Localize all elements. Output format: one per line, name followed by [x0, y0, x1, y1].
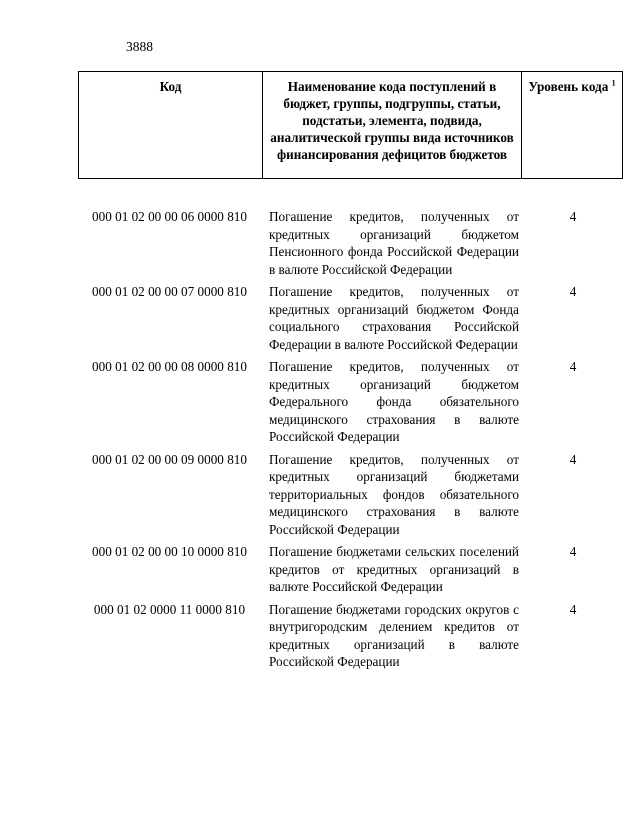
header-level-footnote: 1: [611, 78, 616, 88]
header-table: [78, 71, 623, 179]
row-name: Погашение бюджетами сельских поселений кредитов от кредитных организаций в валюте Российской Федерации: [269, 544, 519, 594]
row-code: 000 01 02 00 00 06 0000 810: [92, 209, 247, 224]
header-level: [522, 72, 623, 179]
row-name: Погашение кредитов, полученных от кредитных организаций бюджетами территориальных фондов обязательного медицинского страхования в валюте Российской Федерации: [269, 451, 519, 537]
table-row: [78, 204, 623, 279]
codes-table: [78, 204, 623, 672]
page-number: 3888: [126, 39, 153, 54]
table-row: [78, 539, 623, 597]
header-name: Наименование кода поступлений в бюджет, группы, подгруппы, статьи, подстатьи, элемента, подвида, аналитической группы вида источников финансирования дефицитов бюджетов: [263, 72, 522, 179]
row-level: 4: [569, 451, 577, 467]
row-level: 4: [569, 359, 577, 374]
table-row: [78, 597, 623, 672]
table-row: [78, 279, 623, 354]
row-name: Погашение кредитов, полученных от кредитных организаций бюджетом Федерального фонда обязательного медицинского страхования в валюте Российской Федерации: [269, 359, 519, 444]
row-level: 4: [569, 601, 577, 617]
table-row: [78, 447, 623, 540]
row-code: 000 01 02 0000 11 0000 810: [93, 601, 246, 617]
header-level-label: Уровень кода: [528, 79, 609, 94]
row-name: Погашение бюджетами городских округов с внутригородским делением кредитов от кредитных организаций в валюте Российской Федерации: [269, 601, 519, 669]
row-name: Погашение кредитов, полученных от кредитных организаций бюджетом Фонда социального страхования Российской Федерации в валюте Российской Федерации: [269, 284, 519, 352]
row-code: 000 01 02 00 00 08 0000 810: [92, 359, 247, 374]
row-level: 4: [569, 544, 577, 559]
row-level: 4: [569, 209, 577, 224]
row-code: 000 01 02 00 00 09 0000 810: [92, 451, 247, 467]
row-level: 4: [569, 284, 577, 299]
header-row: [79, 72, 623, 179]
row-code: 000 01 02 00 00 07 0000 810: [92, 284, 247, 299]
table-row: [78, 354, 623, 447]
header-code: Код: [79, 72, 263, 179]
row-code: 000 01 02 00 00 10 0000 810: [92, 544, 247, 559]
row-name: Погашение кредитов, полученных от кредитных организаций бюджетом Пенсионного фонда Российской Федерации в валюте Российской Федерации: [269, 209, 519, 277]
